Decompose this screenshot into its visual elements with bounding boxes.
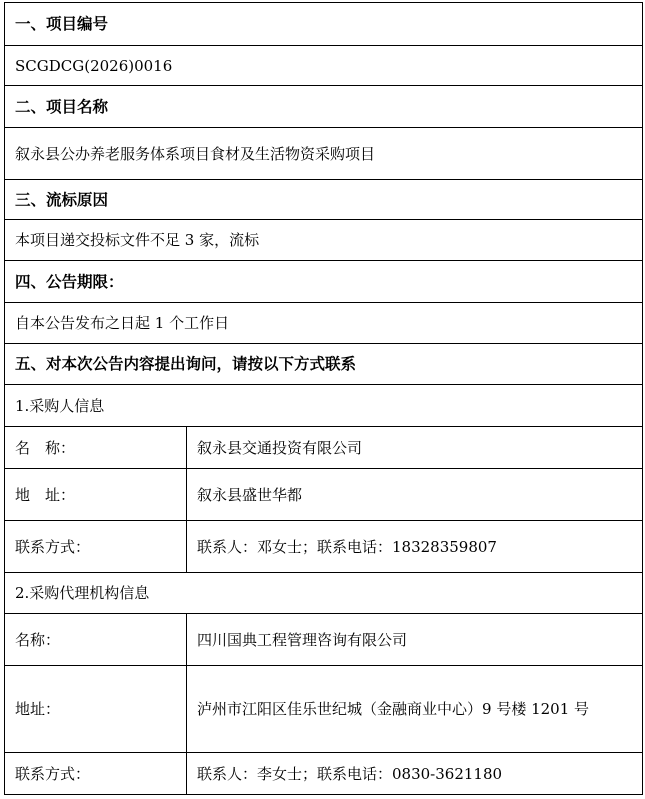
row-agency-address xyxy=(5,666,643,753)
row-s2-value xyxy=(5,128,643,180)
agency-contact-label: 联系方式： xyxy=(5,753,187,795)
agency-name-label: 名称： xyxy=(5,614,187,666)
purchaser-address-value: 叙永县盛世华都 xyxy=(187,469,643,521)
announcement-table xyxy=(4,2,643,795)
row-agency-name xyxy=(5,614,643,666)
row-s3-heading xyxy=(5,180,643,220)
row-purchaser-address xyxy=(5,469,643,521)
failure-reason-value: 本项目递交投标文件不足 3 家，流标 xyxy=(5,220,643,261)
row-purchaser-title xyxy=(5,385,643,427)
section-heading-failure-reason: 三、流标原因 xyxy=(5,180,643,220)
project-name-value: 叙永县公办养老服务体系项目食材及生活物资采购项目 xyxy=(5,128,643,180)
row-s4-value xyxy=(5,303,643,344)
agency-address-value: 泸州市江阳区佳乐世纪城（金融商业中心）9 号楼 1201 号 xyxy=(187,666,643,753)
project-number-value: SCGDCG(2026)0016 xyxy=(5,46,643,86)
section-heading-notice-period: 四、公告期限： xyxy=(5,261,643,303)
row-s2-heading xyxy=(5,86,643,128)
agency-contact-value: 联系人：李女士；联系电话：0830-3621180 xyxy=(187,753,643,795)
agency-name-value: 四川国典工程管理咨询有限公司 xyxy=(187,614,643,666)
purchaser-contact-value: 联系人：邓女士；联系电话：18328359807 xyxy=(187,521,643,573)
row-s4-heading xyxy=(5,261,643,303)
row-agency-contact xyxy=(5,753,643,795)
notice-period-value: 自本公告发布之日起 1 个工作日 xyxy=(5,303,643,344)
purchaser-name-value: 叙永县交通投资有限公司 xyxy=(187,427,643,469)
purchaser-address-label: 地 址： xyxy=(5,469,187,521)
section-heading-contact: 五、对本次公告内容提出询问，请按以下方式联系 xyxy=(5,344,643,385)
row-purchaser-name xyxy=(5,427,643,469)
section-heading-project-name: 二、项目名称 xyxy=(5,86,643,128)
row-s5-heading xyxy=(5,344,643,385)
agency-info-title: 2.采购代理机构信息 xyxy=(5,573,643,614)
row-s1-value xyxy=(5,46,643,86)
section-heading-project-number: 一、项目编号 xyxy=(5,3,643,46)
row-s3-value xyxy=(5,220,643,261)
row-s1-heading xyxy=(5,3,643,46)
purchaser-info-title: 1.采购人信息 xyxy=(5,385,643,427)
row-purchaser-contact xyxy=(5,521,643,573)
agency-address-label: 地址： xyxy=(5,666,187,753)
announcement-document xyxy=(4,2,642,795)
purchaser-name-label: 名 称： xyxy=(5,427,187,469)
purchaser-contact-label: 联系方式： xyxy=(5,521,187,573)
row-agency-title xyxy=(5,573,643,614)
